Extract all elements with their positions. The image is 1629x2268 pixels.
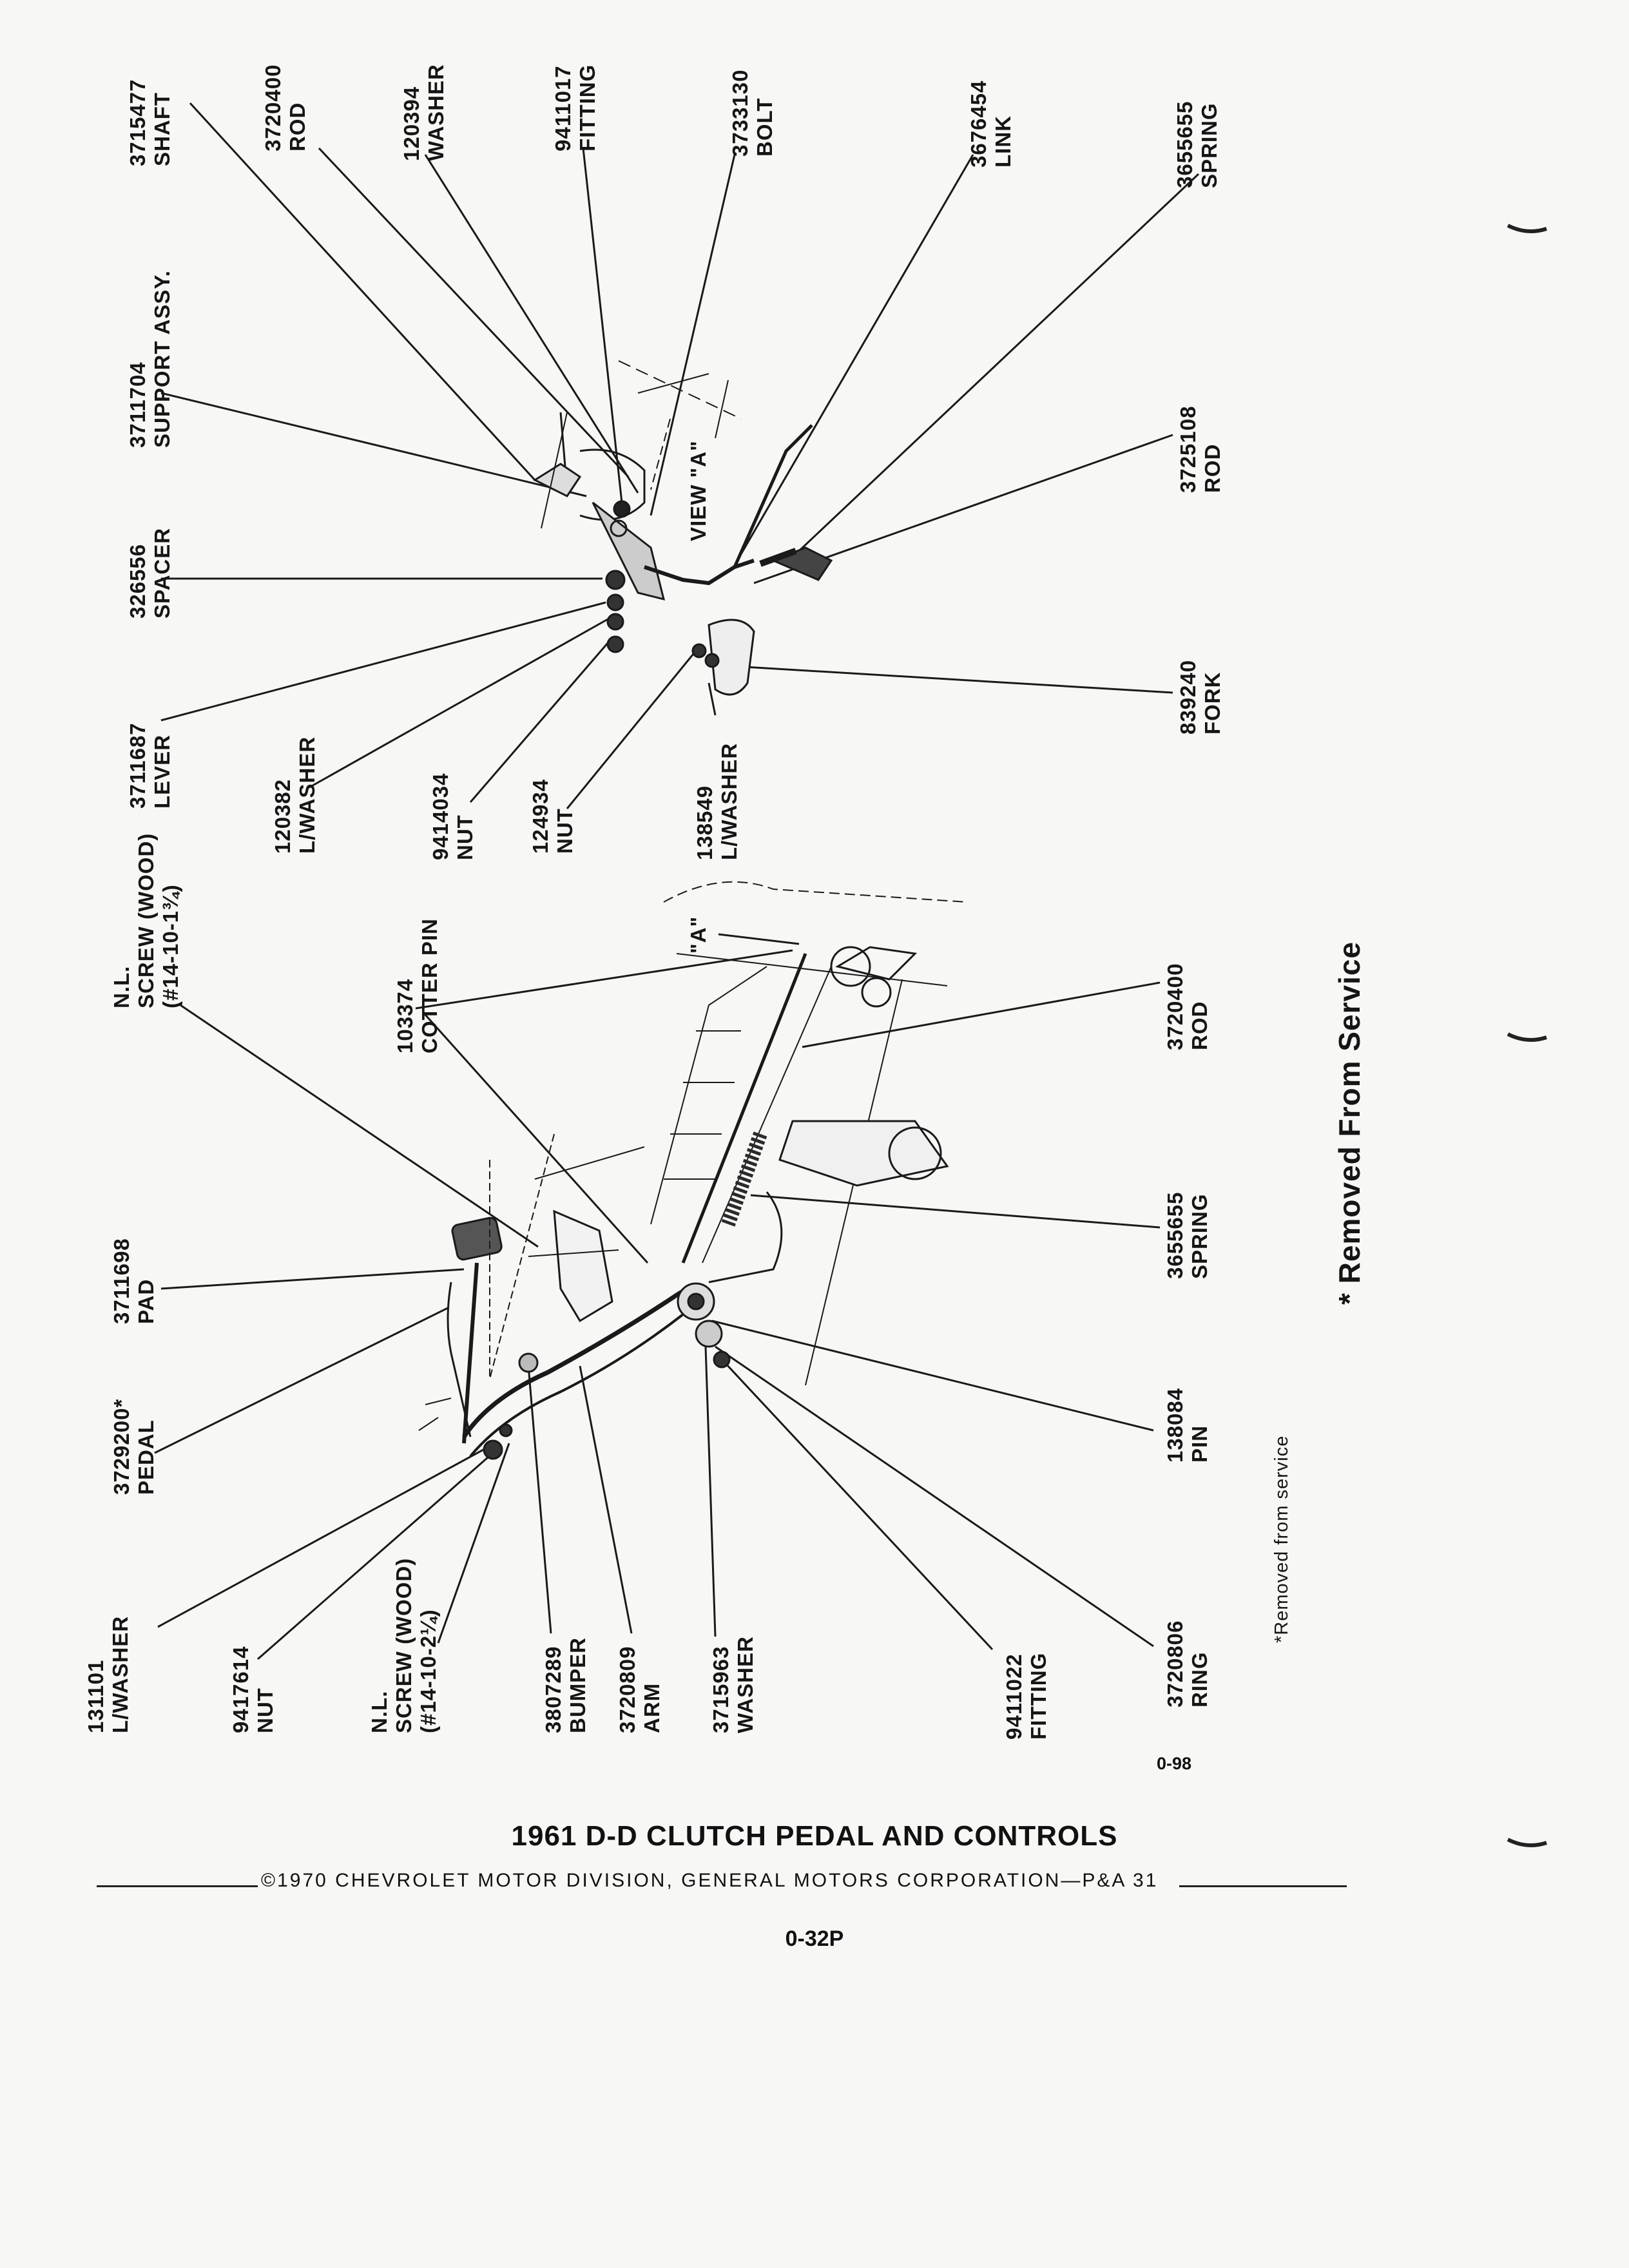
leader-view-a: [718, 934, 799, 944]
leader-nut-9414034: [470, 638, 612, 802]
removed-note-large: * Removed From Service: [1333, 941, 1366, 1305]
label-3729200: 3729200* PEDAL: [110, 1398, 158, 1495]
leader-shaft: [190, 103, 535, 480]
label-3720400-lower: 3720400 ROD: [1163, 963, 1211, 1050]
leader-link: [741, 155, 973, 554]
leader-nut-124934: [567, 651, 696, 809]
leader-washer: [425, 155, 638, 493]
label-120382: 120382 L/WASHER: [271, 736, 319, 854]
label-138549: 138549 L/WASHER: [693, 742, 741, 860]
label-3715963: 3715963 WASHER: [709, 1636, 757, 1733]
page-title: 1961 D-D CLUTCH PEDAL AND CONTROLS: [511, 1820, 1118, 1852]
scan-mark-2: [1508, 1034, 1547, 1040]
label-3807289: 3807289 BUMPER: [541, 1637, 590, 1733]
leader-pad: [161, 1269, 464, 1289]
label-3711704: 3711704 SUPPORT ASSY.: [126, 270, 174, 448]
leader-washer-lower: [706, 1347, 715, 1637]
page-number: 0-32P: [785, 1927, 844, 1951]
label-3715477: 3715477 SHAFT: [126, 79, 174, 166]
copyright-text: ©1970 CHEVROLET MOTOR DIVISION, GENERAL MOTORS CORPORATION—P&A 31: [261, 1870, 1159, 1891]
label-3655655-upper: 3655655 SPRING: [1173, 101, 1221, 188]
leader-fitting-lower: [725, 1363, 992, 1649]
leader-rod-lower: [802, 983, 1160, 1047]
leader-arm: [580, 1366, 631, 1633]
leader-pin: [712, 1321, 1153, 1430]
upper-mechanism: [535, 361, 831, 695]
label-103374: 103374 COTTER PIN: [393, 918, 441, 1053]
leader-lwasher: [309, 619, 609, 787]
leader-lever: [161, 602, 606, 720]
label-120394: 120394 WASHER: [400, 64, 448, 161]
leader-nl-screw-upper: [180, 1005, 538, 1247]
label-3711698: 3711698 PAD: [110, 1238, 158, 1324]
leader-cotter-a: [416, 950, 793, 1008]
label-3676454: 3676454 LINK: [967, 80, 1015, 168]
label-124934: 124934 NUT: [528, 778, 577, 854]
label-9411022: 9411022 FITTING: [1002, 1652, 1050, 1740]
leader-support: [161, 393, 586, 496]
label-131101: 131101 L/WASHER: [84, 1615, 132, 1733]
detail-a-marker: "A": [686, 916, 710, 954]
rule-right: [1179, 1885, 1347, 1887]
leader-nl-screw-lower: [438, 1443, 509, 1643]
leader-fork: [744, 667, 1173, 693]
leader-ring: [715, 1347, 1153, 1646]
label-326556: 326556 SPACER: [126, 527, 174, 619]
leader-spring-lower: [751, 1195, 1160, 1227]
rule-left: [97, 1885, 258, 1887]
label-nl-screw-lower: N.L. SCREW (WOOD) (#14-10-2¼): [367, 1557, 440, 1733]
label-9411017: 9411017 FITTING: [551, 64, 599, 151]
label-3655655-lower: 3655655 SPRING: [1163, 1191, 1211, 1279]
label-9417614: 9417614 NUT: [229, 1646, 277, 1733]
removed-note-small: *Removed from service: [1271, 1435, 1292, 1643]
label-3720809: 3720809 ARM: [615, 1646, 664, 1733]
label-3725108: 3725108 ROD: [1176, 405, 1224, 493]
label-839240: 839240 FORK: [1176, 659, 1224, 735]
label-3733130: 3733130 BOLT: [728, 69, 776, 157]
label-3711687: 3711687 LEVER: [126, 722, 174, 809]
label-138084: 138084 PIN: [1163, 1387, 1211, 1463]
figure-number: 0-98: [1157, 1754, 1192, 1773]
label-9414034: 9414034 NUT: [429, 773, 477, 860]
label-3720806: 3720806 RING: [1163, 1620, 1211, 1707]
lower-mechanism: [419, 882, 967, 1459]
leader-pedal: [155, 1308, 448, 1453]
leader-rod-upper: [319, 148, 628, 477]
leader-spring-upper: [799, 174, 1199, 551]
label-nl-screw-upper: N.L. SCREW (WOOD) (#14-10-1¾): [110, 832, 182, 1008]
label-3720400-upper: 3720400 ROD: [261, 64, 309, 151]
copyright-line: [97, 1870, 1347, 1896]
view-a-label: VIEW "A": [686, 440, 710, 541]
scan-mark-1: [1508, 226, 1547, 231]
